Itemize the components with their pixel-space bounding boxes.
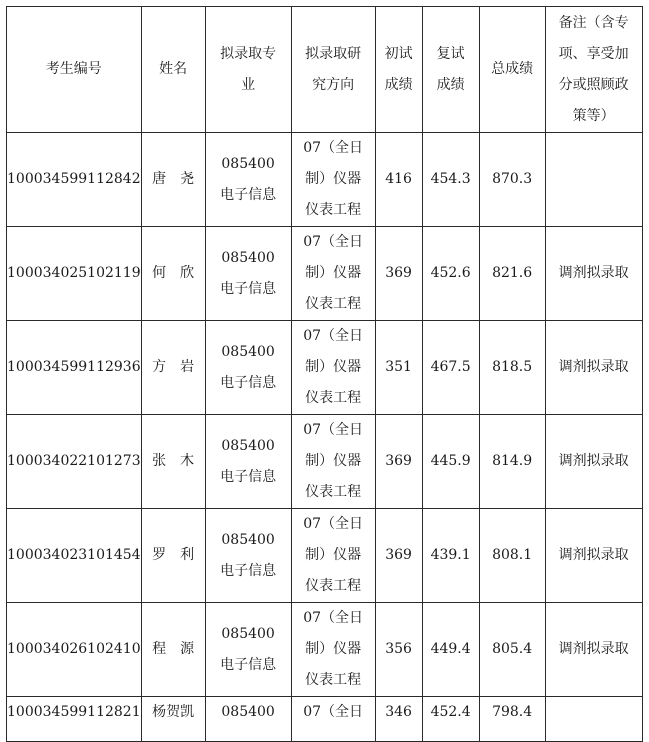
header-prelim <box>375 7 422 133</box>
cell-exam-id: 100034599112821 <box>7 697 142 742</box>
header-remark-line: 备注（含专 <box>558 14 629 31</box>
direction-line: 仪表工程 <box>305 578 362 594</box>
name-char: 何 <box>152 265 167 281</box>
cell-remark <box>545 133 642 227</box>
cell-name <box>141 415 205 509</box>
cell-exam-id: 100034599112842 <box>7 133 142 227</box>
table-row <box>7 227 643 321</box>
cell-total: 805.4 <box>479 603 545 697</box>
name-char: 方 <box>152 359 167 375</box>
direction-line: 仪表工程 <box>305 672 362 688</box>
cell-retest: 452.6 <box>422 227 479 321</box>
major-name: 电子信息 <box>220 374 277 391</box>
table-row-partial <box>7 697 643 742</box>
cell-exam-id: 100034025102119 <box>7 227 142 321</box>
cell-major <box>205 227 291 321</box>
direction-line: 仪表工程 <box>305 390 362 406</box>
table-row <box>7 415 643 509</box>
cell-prelim: 416 <box>375 133 422 227</box>
cell-retest: 439.1 <box>422 509 479 603</box>
direction-line: 07（全日 <box>303 610 364 626</box>
cell-major <box>205 133 291 227</box>
cell-major: 085400 <box>205 697 291 742</box>
major-name: 电子信息 <box>220 280 277 297</box>
major-code: 085400 <box>221 155 275 172</box>
cell-remark: 调剂拟录取 <box>545 321 642 415</box>
name-char: 唐 <box>152 171 167 187</box>
direction-line: 07（全日 <box>303 516 364 532</box>
name-char: 程 <box>152 641 167 657</box>
cell-prelim: 351 <box>375 321 422 415</box>
header-name: 姓名 <box>141 7 205 133</box>
cell-name <box>141 509 205 603</box>
major-name: 电子信息 <box>220 562 277 579</box>
header-major-line: 拟录取专 <box>220 45 277 62</box>
direction-line: 07（全日 <box>303 140 364 156</box>
direction-line: 仪表工程 <box>305 296 362 312</box>
cell-prelim: 369 <box>375 227 422 321</box>
cell-name <box>141 603 205 697</box>
cell-remark: 调剂拟录取 <box>545 227 642 321</box>
cell-retest: 452.4 <box>422 697 479 742</box>
name-char: 源 <box>180 641 195 657</box>
cell-prelim: 356 <box>375 603 422 697</box>
cell-prelim: 369 <box>375 415 422 509</box>
cell-direction <box>291 321 375 415</box>
header-remark-line: 策等） <box>572 107 615 124</box>
direction-line: 制）仪器 <box>305 547 362 563</box>
cell-major <box>205 321 291 415</box>
direction-line: 07（全日 <box>303 422 364 438</box>
direction-line: 07（全日 <box>303 328 364 344</box>
header-major <box>205 7 291 133</box>
cell-exam-id: 100034023101454 <box>7 509 142 603</box>
cell-name <box>141 321 205 415</box>
cell-direction <box>291 603 375 697</box>
cell-remark <box>545 697 642 742</box>
cell-direction: 07（全日 <box>291 697 375 742</box>
cell-major <box>205 509 291 603</box>
header-exam-id: 考生编号 <box>7 7 142 133</box>
cell-direction <box>291 415 375 509</box>
cell-direction <box>291 133 375 227</box>
cell-remark: 调剂拟录取 <box>545 603 642 697</box>
cell-remark: 调剂拟录取 <box>545 415 642 509</box>
header-prelim-line: 初试 <box>384 45 413 62</box>
major-code: 085400 <box>221 625 275 642</box>
direction-line: 制）仪器 <box>305 453 362 469</box>
cell-total: 870.3 <box>479 133 545 227</box>
direction-line: 制）仪器 <box>305 641 362 657</box>
name-char: 罗 <box>152 547 167 563</box>
cell-total: 821.6 <box>479 227 545 321</box>
cell-retest: 454.3 <box>422 133 479 227</box>
cell-exam-id: 100034022101273 <box>7 415 142 509</box>
cell-major <box>205 415 291 509</box>
major-code: 085400 <box>221 343 275 360</box>
cell-prelim: 369 <box>375 509 422 603</box>
cell-prelim: 346 <box>375 697 422 742</box>
direction-line: 仪表工程 <box>305 202 362 218</box>
cell-total: 798.4 <box>479 697 545 742</box>
header-major-line: 业 <box>241 76 256 93</box>
table-row <box>7 603 643 697</box>
direction-line: 仪表工程 <box>305 484 362 500</box>
name-char: 利 <box>180 547 195 563</box>
name-char: 尧 <box>180 171 195 187</box>
header-direction-line: 拟录取研 <box>305 45 362 62</box>
table-row <box>7 509 643 603</box>
cell-total: 814.9 <box>479 415 545 509</box>
cell-major <box>205 603 291 697</box>
name-char: 张 <box>152 453 167 469</box>
header-direction-line: 究方向 <box>312 76 355 93</box>
header-retest <box>422 7 479 133</box>
header-remark <box>545 7 642 133</box>
name-char: 欣 <box>180 265 195 281</box>
cell-exam-id: 100034026102410 <box>7 603 142 697</box>
cell-total: 818.5 <box>479 321 545 415</box>
cell-direction <box>291 509 375 603</box>
cell-total: 808.1 <box>479 509 545 603</box>
cell-name <box>141 133 205 227</box>
cell-name <box>141 227 205 321</box>
name-char: 岩 <box>180 359 195 375</box>
table-row <box>7 133 643 227</box>
major-code: 085400 <box>221 249 275 266</box>
table-row <box>7 321 643 415</box>
header-direction <box>291 7 375 133</box>
direction-line: 制）仪器 <box>305 359 362 375</box>
header-row <box>7 7 643 133</box>
header-total: 总成绩 <box>479 7 545 133</box>
direction-line: 07（全日 <box>303 234 364 250</box>
admission-table <box>6 6 643 742</box>
header-prelim-line: 成绩 <box>384 76 413 93</box>
cell-remark: 调剂拟录取 <box>545 509 642 603</box>
cell-exam-id: 100034599112936 <box>7 321 142 415</box>
major-name: 电子信息 <box>220 186 277 203</box>
direction-line: 制）仪器 <box>305 171 362 187</box>
header-remark-line: 分或照顾政 <box>558 76 629 93</box>
major-name: 电子信息 <box>220 468 277 485</box>
major-code: 085400 <box>221 437 275 454</box>
cell-retest: 467.5 <box>422 321 479 415</box>
header-retest-line: 复试 <box>436 45 465 62</box>
header-remark-line: 项、享受加 <box>558 45 629 62</box>
cell-retest: 445.9 <box>422 415 479 509</box>
cell-direction <box>291 227 375 321</box>
major-name: 电子信息 <box>220 656 277 673</box>
name-char: 木 <box>180 453 195 469</box>
cell-retest: 449.4 <box>422 603 479 697</box>
direction-line: 制）仪器 <box>305 265 362 281</box>
header-retest-line: 成绩 <box>436 76 465 93</box>
major-code: 085400 <box>221 531 275 548</box>
cell-name: 杨贺凯 <box>141 697 205 742</box>
